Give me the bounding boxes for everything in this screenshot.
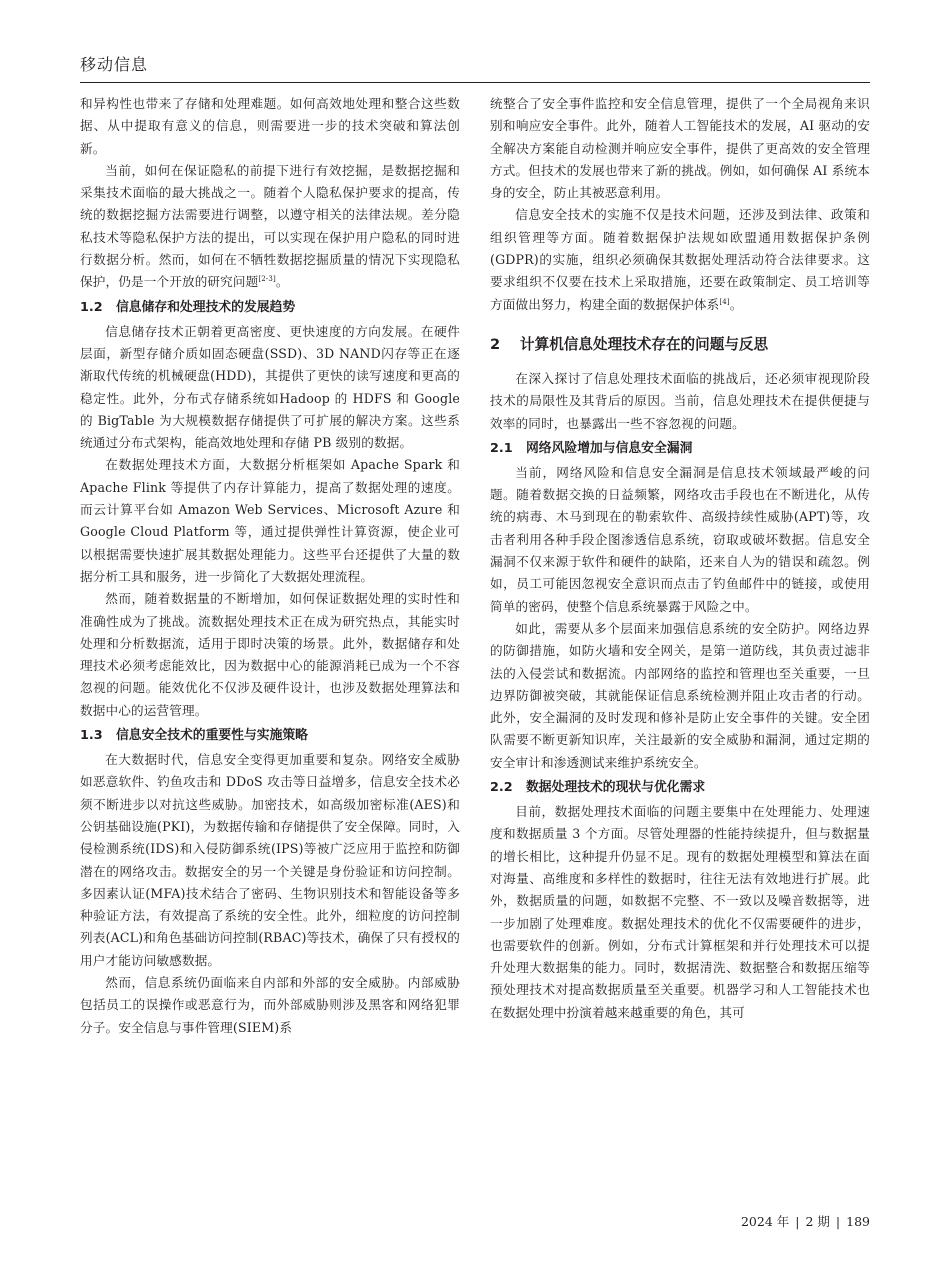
footer-separator: |: [795, 1214, 800, 1229]
paragraph: 在深入探讨了信息处理技术面临的挑战后，还必须审视现阶段技术的局限性及其背后的原因。当前，信息处理技术在提供便捷与效率的同时，也暴露出一些不容忽视的问题。: [490, 370, 870, 431]
paragraph: 当前，如何在保证隐私的前提下进行有效挖掘，是数据挖掘和采集技术面临的最大挑战之一。随着个人隐私保护要求的提高，传统的数据挖掘方法需要进行调整，以遵守相关的法律法规。差分隐私技术等隐私保护方法的提出，可以实现在保护用户隐私的同时进行数据分析。然而，如何在不牺牲数据挖掘质量的情况下实现隐私保护，仍是一个开放的研究问题[2-3]。: [80, 162, 460, 290]
paragraph: 然而，随着数据量的不断增加，如何保证数据处理的实时性和准确性成为了挑战。流数据处理技术正在成为研究热点，其能实时处理和分析数据流，适用于即时决策的场景。此外，数据储存和处理技术必须考虑能效比，因为数据中心的能源消耗已成为一个不容忽视的问题。能效优化不仅涉及硬件设计，也涉及数据处理算法和数据中心的运营管理。: [80, 591, 460, 718]
section-heading-2-2: 2.2 数据处理技术的现状与优化需求: [490, 780, 706, 796]
citation-ref[interactable]: [2-3]: [258, 275, 276, 284]
paragraph: 信息安全技术的实施不仅是技术问题，还涉及到法律、政策和组织管理等方面。随着数据保护法规如欧盟通用数据保护条例(GDPR)的实施，组织必须确保其数据处理活动符合法律要求。这要求组织不仅要在技术上采取措施，还要在政策制定、员工培训等方面做出努力，构建全面的数据保护体系[4]。: [490, 207, 870, 312]
section-heading-2: 2 计算机信息处理技术存在的问题与反思: [490, 335, 769, 353]
paragraph: 在大数据时代，信息安全变得更加重要和复杂。网络安全威胁如恶意软件、钓鱼攻击和 DDoS 攻击等日益增多，信息安全技术必须不断进步以对抗这些威胁。加密技术，如高级加密标准(AES)和公钥基础设施(PKI)，为数据传输和存储提供了安全保障。同时，入侵检测系统(IDS)和入侵防御系统(IPS)等被广泛应用于监控和防御潜在的网络攻击。数据安全的另一个关键是身份验证和访问控制。多因素认证(MFA)技术结合了密码、生物识别技术和智能设备等多种验证方法，有效提高了系统的安全性。此外，细粒度的访问控制列表(ACL)和角色基础访问控制(RBAC)等技术，确保了只有授权的用户才能访问敏感数据。: [80, 752, 460, 968]
page-footer: [741, 1212, 870, 1230]
header-rule: [80, 82, 870, 83]
footer-year: 2024 年: [740, 1214, 790, 1229]
journal-title: 移动信息: [80, 55, 149, 74]
left-column: [80, 93, 460, 1039]
paragraph: 信息储存技术正朝着更高密度、更快速度的方向发展。在硬件层面，新型存储介质如固态硬盘(SSD)、3D NAND闪存等正在逐渐取代传统的机械硬盘(HDD)，其提供了更快的读写速度和更高的稳定性。此外，分布式存储系统如Hadoop 的 HDFS 和 Google 的 BigTable 为大规模数据存储提供了可扩展的解决方案。这些系统通过分布式架构，能高效地处理和存储 PB 级别的数据。: [80, 323, 460, 451]
section-heading-1-2: 1.2 信息储存和处理技术的发展趋势: [80, 299, 296, 315]
right-column: [490, 93, 870, 1024]
footer-separator: |: [835, 1214, 841, 1229]
section-heading-1-3: 1.3 信息安全技术的重要性与实施策略: [80, 728, 308, 744]
paragraph: 在数据处理技术方面，大数据分析框架如 Apache Spark 和 Apache Flink 等提供了内存计算能力，提高了数据处理的速度。而云计算平台如 Amazon Web Services、Microsoft Azure 和 Google Cloud Platform 等，通过提供弹性计算资源，使企业可以根据需要快速扩展其数据处理能力。这些平台还提供了大量的数据分析工具和服务，进一步简化了大数据处理流程。: [80, 457, 460, 584]
paragraph: 和异构性也带来了存储和处理难题。如何高效地处理和整合这些数据、从中提取有意义的信息，则需要进一步的技术突破和算法创新。: [80, 96, 460, 156]
footer-issue: 2 期: [805, 1214, 830, 1229]
section-heading-2-1: 2.1 网络风险增加与信息安全漏洞: [490, 440, 693, 456]
paragraph: 然而，信息系统仍面临来自内部和外部的安全威胁。内部威胁包括员工的误操作或恶意行为，而外部威胁则涉及黑客和网络犯罪分子。安全信息与事件管理(SIEM)系: [80, 974, 460, 1035]
citation-ref[interactable]: [4]: [719, 297, 730, 306]
paragraph: 统整合了安全事件监控和安全信息管理，提供了一个全局视角来识别和响应安全事件。此外，随着人工智能技术的发展，AI 驱动的安全解决方案能自动检测并响应安全事件，提供了更高效的安全管理方式。但技术的发展也带来了新的挑战。例如，如何确保 AI 系统本身的安全，防止其被恶意利用。: [490, 96, 870, 201]
paragraph: 目前，数据处理技术面临的问题主要集中在处理能力、处理速度和数据质量 3 个方面。尽管处理器的性能持续提升，但与数据量的增长相比，这种提升仍显不足。现有的数据处理模型和算法在面对海量、高维度和多样性的数据时，往往无法有效地进行扩展。此外，数据质量的问题，如数据不完整、不一致以及噪音数据等，进一步加剧了处理难度。数据处理技术的优化不仅需要硬件的进步，也需要软件的创新。例如，分布式计算框架和并行处理技术可以提升处理大数据集的能力。同时，数据清洗、数据整合和数据压缩等预处理技术对提高数据质量至关重要。机器学习和人工智能技术也在数据处理中扮演着越来越重要的角色，其可: [490, 804, 870, 1020]
page-number: 189: [846, 1214, 870, 1229]
paragraph: 如此，需要从多个层面来加强信息系统的安全防护。网络边界的防御措施，如防火墙和安全网关，是第一道防线，其负责过滤非法的入侵尝试和数据流。内部网络的监控和管理也至关重要，一旦边界防御被突破，其就能保证信息系统检测并阻止攻击者的行动。此外，安全漏洞的及时发现和修补是防止安全事件的关键。安全团队需要不断更新知识库，关注最新的安全威胁和漏洞，通过定期的安全审计和渗透测试来维护系统安全。: [490, 620, 870, 770]
paragraph: 当前，网络风险和信息安全漏洞是信息技术领域最严峻的问题。随着数据交换的日益频繁，网络攻击手段也在不断进化，从传统的病毒、木马到现在的勒索软件、高级持续性威胁(APT)等，攻击者利用各种手段企图渗透信息系统，窃取或破坏数据。信息安全漏洞不仅来源于软件和硬件的缺陷，还来自人为的错误和疏忽。例如，员工可能因忽视安全意识而点击了钓鱼邮件中的链接，或使用简单的密码，使整个信息系统暴露于风险之中。: [490, 464, 870, 614]
